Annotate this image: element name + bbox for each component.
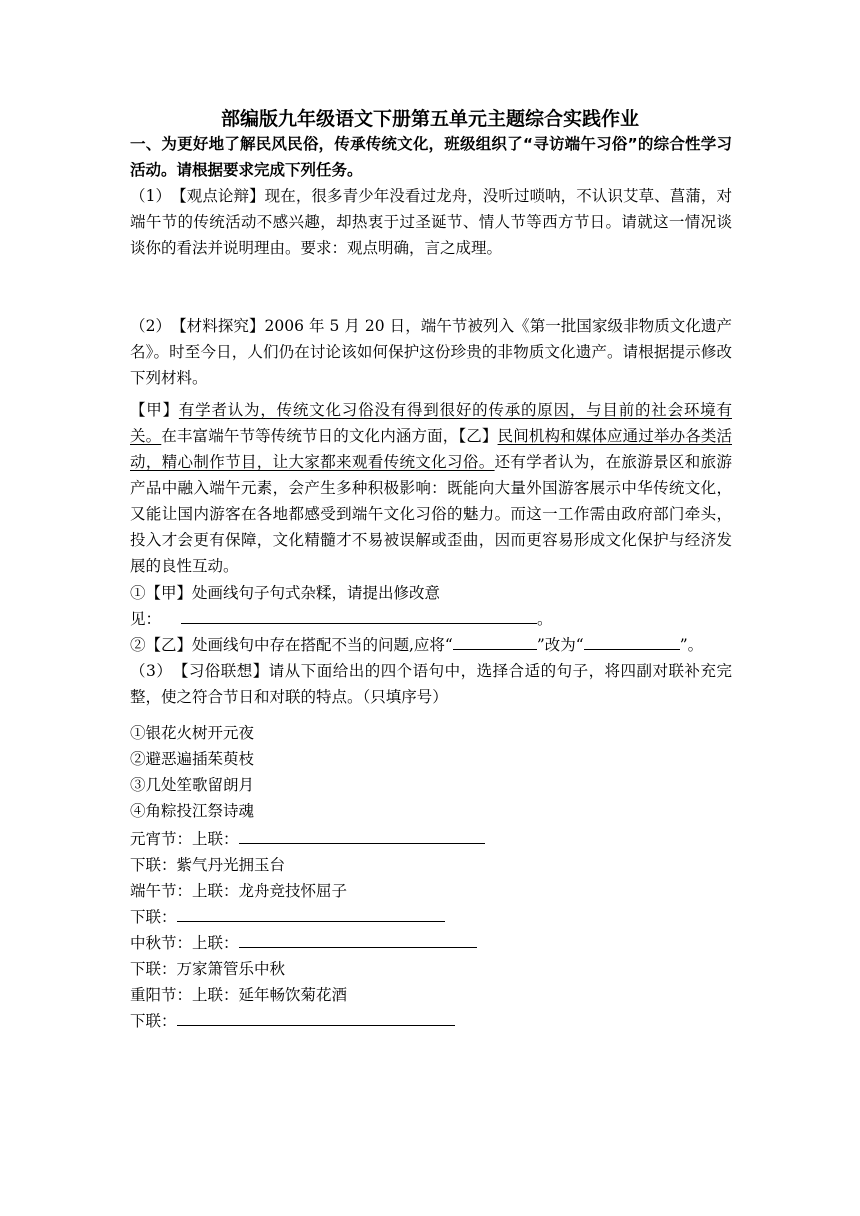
yi-underlined-sentence: 民间机构和媒体应通过举办各类活动，精心制作节目，让大家都来观看传统文化习俗。 [130, 427, 732, 471]
option-4: ④角粽投江祭诗魂 [130, 802, 255, 820]
option-3: ③几处笙歌留朗月 [130, 776, 255, 794]
answer-blank-duanwu[interactable] [177, 905, 445, 922]
couplet-zhongqiu-upper [130, 930, 477, 956]
answer-blank-2a[interactable] [453, 633, 537, 650]
answer-blank-yuanxiao[interactable] [239, 827, 485, 844]
answer-blank-2b[interactable] [584, 633, 680, 650]
option-1: ①银花火树开元夜 [130, 724, 255, 742]
page-title: 部编版九年级语文下册第五单元主题综合实践作业 [220, 108, 639, 130]
material-middle: 在丰富端午节等传统节日的文化内涵方面， [161, 427, 459, 445]
subquestion-1-prefix: 见： [130, 610, 162, 628]
answer-blank-chongyang[interactable] [177, 1009, 455, 1026]
question-3: （3） 【习俗联想】请从下面给出的四个语句中，选择合适的句子，将四副对联补充完整，使之符合节日和对联的特点。（只填序号） [130, 662, 732, 706]
couplet-label: 下联： [130, 1012, 177, 1030]
couplet-yuanxiao-lower: 下联：紫气丹光拥玉台 [130, 856, 286, 874]
section-heading: 一、为更好地了解民风民俗，传承传统文化，班级组织了“寻访端午习俗”的综合性学习活动。请根据要求完成下列任务。 [130, 135, 732, 179]
subquestion-2-text-a: ②【乙】处画线句中存在搭配不当的问题,应将“ [130, 636, 453, 654]
question-1: （1） 【观点论辩】现在，很多青少年没看过龙舟，没听过唢呐，不认识艾草、菖蒲，对端午节的传统活动不感兴趣，却热衷于过圣诞节、情人节等西方节日。请就这一情况谈谈你的看法并说明理由。要求：观点明确，言之成理。 [130, 187, 732, 257]
jia-underlined-sentence: 有学者认为，传统文化习俗没有得到很好的传承的原因，与目前的社会环境有关。 [130, 401, 732, 445]
couplet-zhongqiu-lower: 下联：万家箫管乐中秋 [130, 960, 286, 978]
subquestion-1-end: 。 [537, 610, 553, 628]
jia-tag: 【甲】 [130, 401, 179, 419]
subquestion-2 [130, 632, 703, 658]
couplet-label: 中秋节：上联： [130, 934, 239, 952]
material-rest: 还有学者认为，在旅游景区和旅游产品中融入端午元素，会产生多种积极影响：既能向大量外国游客展示中华传统文化，又能让国内游客在各地都感受到端午文化习俗的魅力。而这一工作需由政府部门牵头，投入才会更有保障，文化精髓才不易被误解或歪曲，因而更容易形成文化保护与经济发展的良性互动。 [130, 453, 732, 575]
couplet-chongyang-upper: 重阳节：上联：延年畅饮菊花酒 [130, 986, 348, 1004]
couplet-duanwu-upper: 端午节：上联：龙舟竞技怀屈子 [130, 882, 348, 900]
subquestion-1-line1: ①【甲】处画线句子句式杂糅，请提出修改意 [130, 584, 441, 602]
subquestion-2-text-c: ”。 [679, 636, 704, 654]
answer-blank-1[interactable] [181, 607, 537, 624]
question-2: （2） 【材料探究】2006 年 5 月 20 日，端午节被列入《第一批国家级非物质文化遗产名》。时至今日，人们仍在讨论该如何保护这份珍贵的非物质文化遗产。请根据提示修改下列材料。 [130, 317, 732, 387]
couplet-duanwu-lower [130, 904, 445, 930]
couplet-label: 元宵节：上联： [130, 830, 239, 848]
yi-tag: 【乙】 [458, 427, 498, 445]
couplet-yuanxiao-upper [130, 826, 485, 852]
option-2: ②避恶遍插茱萸枝 [130, 750, 255, 768]
material-paragraph [130, 397, 732, 579]
subquestion-1-line2 [130, 606, 553, 632]
couplet-chongyang-lower [130, 1008, 455, 1034]
couplet-label: 下联： [130, 908, 177, 926]
answer-blank-zhongqiu[interactable] [239, 931, 477, 948]
subquestion-2-text-b: ”改为“ [536, 636, 584, 654]
